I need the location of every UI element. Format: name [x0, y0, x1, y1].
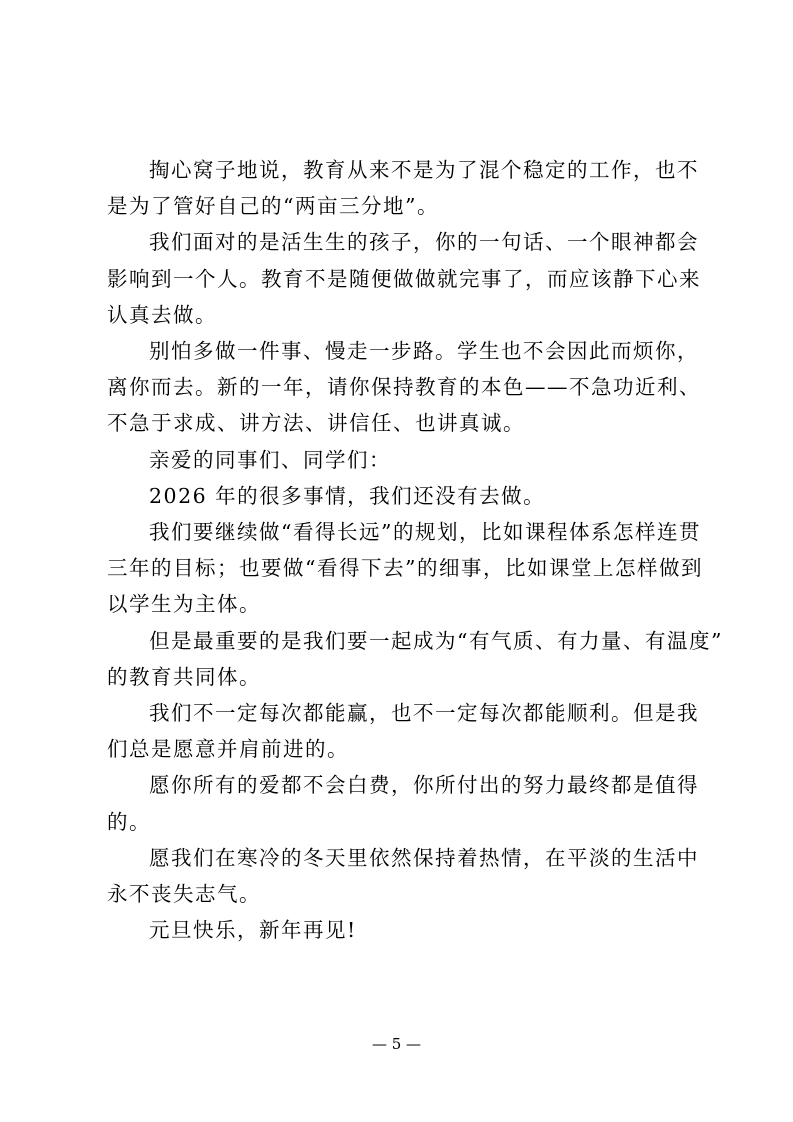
paragraph-6-line-3: 以学生为主体。	[107, 592, 261, 616]
paragraph-9-line-1: 愿你所有的爱都不会白费，你所付出的努力最终都是值得	[149, 773, 699, 797]
paragraph-7-line-2: 的教育共同体。	[107, 665, 261, 689]
paragraph-3-line-2: 离你而去。新的一年，请你保持教育的本色——不急功近利、	[107, 375, 701, 399]
paragraph-3-line-3: 不急于求成、讲方法、讲信任、也讲真诚。	[107, 411, 525, 435]
paragraph-8-line-2: 们总是愿意并肩前进的。	[107, 737, 349, 761]
page-number: — 5 —	[371, 1035, 422, 1053]
paragraph-9-line-2: 的。	[107, 810, 151, 834]
paragraph-6-line-1: 我们要继续做“看得长远”的规划，比如课程体系怎样连贯	[149, 520, 701, 544]
paragraph-11-line-1: 元旦快乐，新年再见!	[149, 918, 357, 942]
paragraph-3-line-1: 别怕多做一件事、慢走一步路。学生也不会因此而烦你，	[149, 339, 699, 363]
paragraph-7-line-1: 但是最重要的是我们要一起成为“有气质、有力量、有温度”	[149, 629, 723, 653]
paragraph-4-line-1: 亲爱的同事们、同学们：	[149, 448, 391, 472]
paragraph-2-line-2: 影响到一个人。教育不是随便做做就完事了，而应该静下心来	[107, 267, 701, 291]
paragraph-2-line-3: 认真去做。	[107, 303, 217, 327]
paragraph-10-line-2: 永不丧失志气。	[107, 882, 261, 906]
paragraph-8-line-1: 我们不一定每次都能赢，也不一定每次都能顺利。但是我	[149, 701, 699, 725]
paragraph-10-line-1: 愿我们在寒冷的冬天里依然保持着热情，在平淡的生活中	[149, 846, 699, 870]
paragraph-2-line-1: 我们面对的是活生生的孩子，你的一句话、一个眼神都会	[149, 230, 699, 254]
paragraph-5-line-1: 2026 年的很多事情，我们还没有去做。	[149, 484, 546, 508]
paragraph-1-line-1: 掏心窝子地说，教育从来不是为了混个稳定的工作，也不	[149, 158, 699, 182]
paragraph-1-line-2: 是为了管好自己的“两亩三分地”。	[107, 194, 439, 218]
paragraph-6-line-2: 三年的目标；也要做“看得下去”的细事，比如课堂上怎样做到	[107, 556, 703, 580]
